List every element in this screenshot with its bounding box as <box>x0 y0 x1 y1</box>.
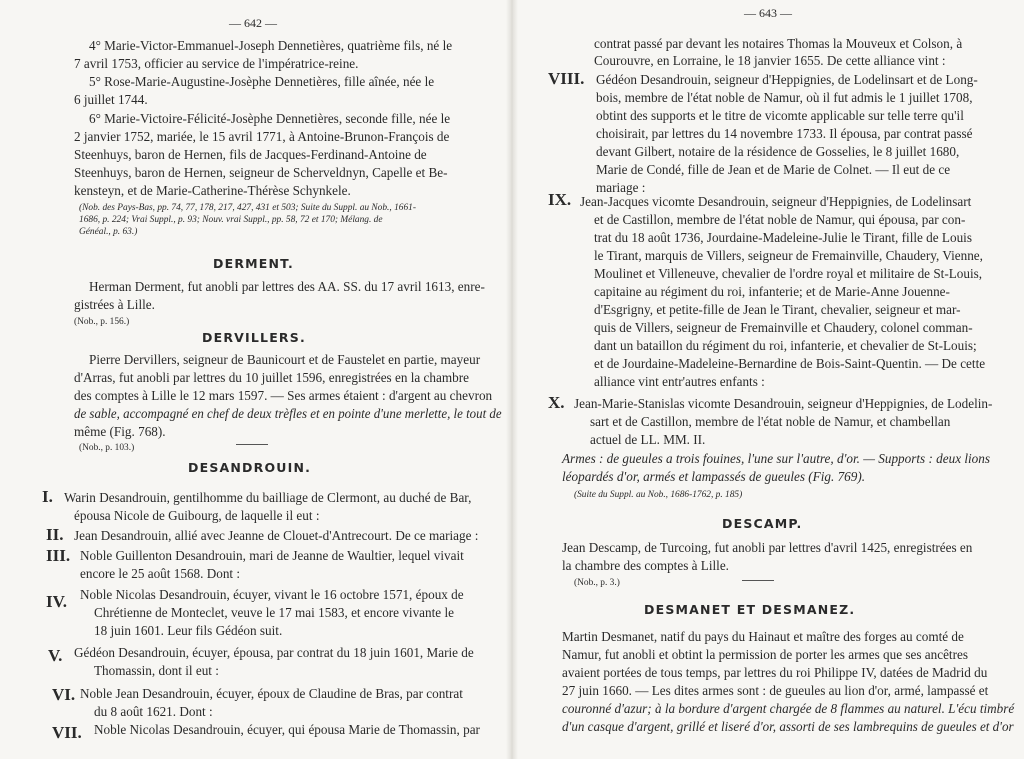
page-number: — 642 — <box>229 16 277 30</box>
text-line: Jean-Marie-Stanislas vicomte Desandrouin, seigneur d'Heppignies, de Lodelin- <box>574 396 993 411</box>
text-line: 18 juin 1601. Leur fils Gédéon suit. <box>94 623 283 638</box>
text-line: mariage : <box>596 180 646 195</box>
text-line: Chrétienne de Monteclet, veuve le 17 mai 1583, et encore vivante le <box>94 605 454 620</box>
text-line: le Tirant, marquis de Villers, seigneur de Fremainville, Chaudery, Vienne, <box>594 248 983 263</box>
text-line: Thomassin, dont il eut : <box>94 663 219 678</box>
text-line: choisirait, par lettres du 14 novembre 1733. Il épousa, par contrat passé <box>596 126 973 141</box>
text-line: capitaine au régiment du roi, infanterie; et de Marie-Anne Jouenne- <box>594 284 950 299</box>
text-line: Gédéon Desandrouin, seigneur d'Heppignies, de Lodelinsart et de Long- <box>596 72 978 87</box>
divider <box>742 580 774 581</box>
text-line: 5° Rose-Marie-Augustine-Josèphe Dennetières, fille aînée, née le <box>89 74 435 89</box>
text-line: 2 janvier 1752, mariée, le 15 avril 1771, à Antoine-Brunon-François de <box>74 129 450 144</box>
note-line: (Nob., p. 3.) <box>574 578 620 588</box>
text-line: Warin Desandrouin, gentilhomme du bailliage de Clermont, au duché de Bar, <box>64 490 472 505</box>
text-line: encore le 25 août 1568. Dont : <box>80 566 241 581</box>
text-line: Jean Desandrouin, allié avec Jeanne de Clouet-d'Antrecourt. De ce mariage : <box>74 528 479 543</box>
text-line: des comptes à Lille le 12 mars 1597. — Ses armes étaient : d'argent au chevron <box>74 388 493 403</box>
degree-numeral: II. <box>46 525 64 544</box>
degree-numeral: IX. <box>548 190 572 209</box>
note-line: (Nob., p. 156.) <box>74 317 130 327</box>
text-line: Moulinet et Villeneuve, chevalier de l'ordre royal et militaire de St-Louis, <box>594 266 983 281</box>
text-line: avaient portées de tous temps, par lettres du roi Philippe IV, datées de Madrid du <box>562 665 988 680</box>
text-line: d'un casque d'argent, grillé et liseré d'or, assorti de ses lambrequins de gueules et d'or <box>562 719 1014 734</box>
degree-numeral: VIII. <box>548 69 585 88</box>
text-line: couronné d'azur; à la bordure d'argent chargée de 8 flammes au naturel. L'écu timbré <box>562 701 1015 716</box>
degree-numeral: III. <box>46 546 71 565</box>
text-line: Herman Derment, fut anobli par lettres des AA. SS. du 17 avril 1613, enre- <box>89 279 485 294</box>
text-line: obtint des supports et le titre de vicomte applicable sur telle terre qu'il <box>596 108 964 123</box>
text-line: 7 avril 1753, officier au service de l'impératrice-reine. <box>74 56 359 71</box>
text-line: la chambre des comptes à Lille. <box>562 558 729 573</box>
degree-numeral: IV. <box>46 592 67 611</box>
text-line: Courouvre, en Lorraine, le 18 janvier 1655. De cette alliance vint : <box>594 53 946 68</box>
text-line: kensteyn, et de Marie-Catherine-Thérèse Schynkele. <box>74 183 351 198</box>
text-line: contrat passé par devant les notaires Thomas la Mouveux et Colson, à <box>594 36 963 51</box>
text-line: Noble Jean Desandrouin, écuyer, époux de Claudine de Bras, par contrat <box>80 686 463 701</box>
text-line: 6 juillet 1744. <box>74 92 148 107</box>
text-line: 27 juin 1660. — Les dites armes sont : de gueules au lion d'or, armé, lampassé et <box>562 683 989 698</box>
text-line: Gédéon Desandrouin, écuyer, épousa, par contrat du 18 juin 1601, Marie de <box>74 645 474 660</box>
text-line: épousa Nicole de Guibourg, de laquelle il eut : <box>74 508 320 523</box>
text-line: Steenhuys, baron de Hernen, fils de Jacques-Ferdinand-Antoine de <box>74 147 427 162</box>
text-line: même (Fig. 768). <box>74 424 166 439</box>
degree-numeral: X. <box>548 393 565 412</box>
text-line: 6° Marie-Victoire-Félicité-Josèphe Dennetières, seconde fille, née le <box>89 111 451 126</box>
text-line: et de Castillon, membre de l'état noble de Namur, qui épousa, par con- <box>594 212 966 227</box>
degree-numeral: VII. <box>52 723 82 742</box>
section-heading: DERMENT. <box>213 256 294 271</box>
text-line: Jean-Jacques vicomte Desandrouin, seigneur d'Heppignies, de Lodelinsart <box>580 194 972 209</box>
text-line: Martin Desmanet, natif du pays du Hainaut et maître des forges au comté de <box>562 629 964 644</box>
text-line: gistrées à Lille. <box>74 297 155 312</box>
degree-numeral: I. <box>42 487 53 506</box>
text-line: Jean Descamp, de Turcoing, fut anobli par lettres d'avril 1425, enregistrées en <box>562 540 973 555</box>
arms-line: Armes : de gueules a trois fouines, l'une sur l'autre, d'or. — Supports : deux lions <box>562 451 990 466</box>
note-line: (Nob., p. 103.) <box>79 443 135 453</box>
divider <box>236 444 268 445</box>
note-line: (Nob. des Pays-Bas, pp. 74, 77, 178, 217, 427, 431 et 503; Suite du Suppl. au Nob., 1661- <box>79 203 416 213</box>
text-line: Pierre Dervillers, seigneur de Baunicourt et de Faustelet en partie, mayeur <box>89 352 481 367</box>
text-line: de sable, accompagné en chef de deux trèfles et en pointe d'une merlette, le tout de <box>74 406 502 421</box>
note-line: Généal., p. 63.) <box>79 227 138 237</box>
text-line: quis de Villers, seigneur de Fremainville et Chaudery, colonel comman- <box>594 320 973 335</box>
section-heading: DESCAMP. <box>722 516 803 531</box>
section-heading: DERVILLERS. <box>202 330 306 345</box>
text-line: bois, membre de l'état noble de Namur, où il fut admis le 1 juillet 1708, <box>596 90 973 105</box>
text-line: alliance vint entr'autres enfants : <box>594 374 765 389</box>
text-line: trat du 18 août 1736, Jourdaine-Madeleine-Julie le Tirant, fille de Louis <box>594 230 972 245</box>
text-line: Noble Nicolas Desandrouin, écuyer, qui épousa Marie de Thomassin, par <box>94 722 480 737</box>
degree-numeral: VI. <box>52 685 76 704</box>
text-line: devant Gilbert, notaire de la résidence de Gosselies, le 8 juillet 1680, <box>596 144 960 159</box>
right-page <box>512 0 1024 759</box>
text-line: dant un bataillon du régiment du roi, infanterie, et chevalier de St-Louis; <box>594 338 977 353</box>
text-line: actuel de LL. MM. II. <box>590 432 706 447</box>
text-line: et de Jourdaine-Madeleine-Bernardine de Bois-Saint-Quentin. — De cette <box>594 356 986 371</box>
text-line: d'Esgrigny, et petite-fille de Jean le Tirant, chevalier, seigneur et mar- <box>594 302 961 317</box>
section-heading: DESMANET ET DESMANEZ. <box>644 602 856 617</box>
text-line: du 8 août 1621. Dont : <box>94 704 213 719</box>
degree-numeral: V. <box>48 646 63 665</box>
note-line: 1686, p. 224; Vrai Suppl., p. 93; Nouv. vrai Suppl., pp. 58, 72 et 170; Mélang. de <box>79 215 383 225</box>
text-line: Marie de Condé, fille de Jean et de Marie de Colnet. — Il eut de ce <box>596 162 951 177</box>
section-heading: DESANDROUIN. <box>188 460 312 475</box>
text-line: Noble Nicolas Desandrouin, écuyer, vivant le 16 octobre 1571, époux de <box>80 587 464 602</box>
page-number: — 643 — <box>744 6 792 20</box>
text-line: Noble Guillenton Desandrouin, mari de Jeanne de Waultier, lequel vivait <box>80 548 464 563</box>
text-line: 4° Marie-Victor-Emmanuel-Joseph Dennetières, quatrième fils, né le <box>89 38 453 53</box>
arms-line: léopardés d'or, armés et lampassés de gueules (Fig. 769). <box>562 469 866 484</box>
text-line: sart et de Castillon, membre de l'état noble de Namur, et chambellan <box>590 414 951 429</box>
text-line: Steenhuys, baron de Hernen, seigneur de Scherveldnyn, Capelle et Be- <box>74 165 448 180</box>
note-line: (Suite du Suppl. au Nob., 1686-1762, p. 185) <box>574 490 743 500</box>
text-line: Namur, fut anobli et obtint la permission de porter les armes que ses ancêtres <box>562 647 968 662</box>
text-line: d'Arras, fut anobli par lettres du 10 juillet 1596, enregistrées en la chambre <box>74 370 469 385</box>
